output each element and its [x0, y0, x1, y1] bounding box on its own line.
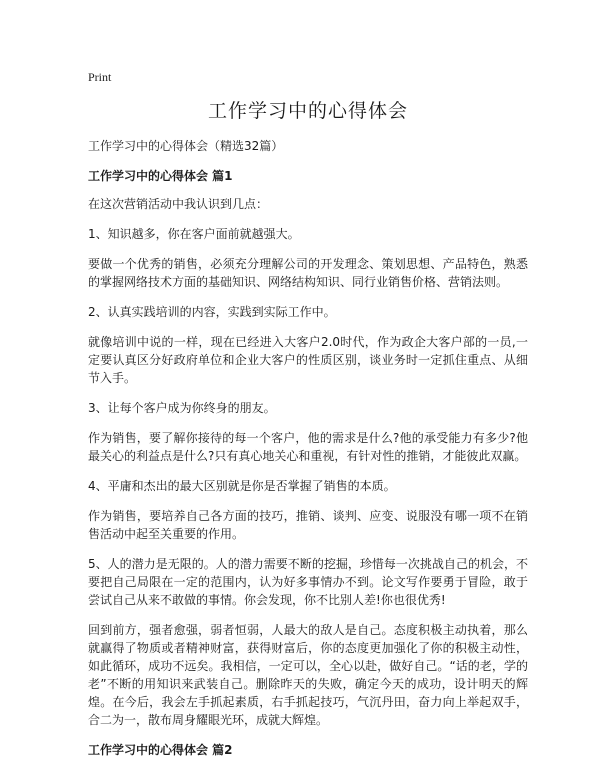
section-heading-1: 工作学习中的心得体会 篇1 [88, 169, 233, 183]
page-title: 工作学习中的心得体会 [207, 100, 408, 122]
document-subtitle: 工作学习中的心得体会（精选32篇） [88, 139, 284, 153]
paragraph: 2、认真实践培训的内容，实践到实际工作中。 [88, 305, 336, 319]
paragraph: 3、让每个客户成为你终身的朋友。 [88, 401, 276, 415]
print-link[interactable]: Print [88, 70, 112, 84]
paragraph: 5、人的潜力是无限的。人的潜力需要不断的挖掘，珍惜每一次挑战自己的机会，不要把自己局限在一定的范围内，认为好多事情办不到。论文写作要勇于冒险，敢于尝试自己从来不敢做的事情。你会发现，你不比别人差!你也很优秀! [88, 557, 528, 607]
section-heading-2: 工作学习中的心得体会 篇2 [88, 743, 233, 757]
paragraph: 回到前方，强者愈强，弱者恒弱，人最大的敌人是自己。态度积极主动执着，那么就赢得了物质或者精神财富，获得财富后，你的态度更加强化了你的积极主动性，如此循环，成功不远矣。我相信，一定可以，全心以赴，做好自己。“话的老，学的老”不断的用知识来武装自己。删除昨天的失败，确定今天的成功，设计明天的辉煌。在今后，我会左手抓起素质，右手抓起技巧，气沉丹田，奋力向上举起双手，合二为一，散布周身耀眼光环，成就大辉煌。 [88, 623, 528, 727]
paragraph: 作为销售，要了解你接待的每一个客户，他的需求是什么?他的承受能力有多少?他最关心的利益点是什么?只有真心地关心和重视，有针对性的推销，才能彼此双赢。 [88, 431, 528, 463]
paragraph: 就像培训中说的一样，现在已经进入大客户2.0时代，作为政企大客户部的一员,一定要认真区分好政府单位和企业大客户的性质区别，谈业务时一定抓住重点、从细节入手。 [88, 335, 528, 385]
paragraph: 要做一个优秀的销售，必须充分理解公司的开发理念、策划思想、产品特色，熟悉的掌握网络技术方面的基础知识、网络结构知识、同行业销售价格、营销法则。 [88, 257, 528, 289]
paragraph: 4、平庸和杰出的最大区别就是你是否掌握了销售的本质。 [88, 479, 396, 493]
document-page [88, 70, 528, 769]
paragraph: 1、知识越多，你在客户面前就越强大。 [88, 227, 300, 241]
paragraph: 在这次营销活动中我认识到几点： [88, 197, 269, 211]
paragraph: 作为销售，要培养自己各方面的技巧，推销、谈判、应变、说服没有哪一项不在销售活动中起至关重要的作用。 [88, 509, 528, 541]
